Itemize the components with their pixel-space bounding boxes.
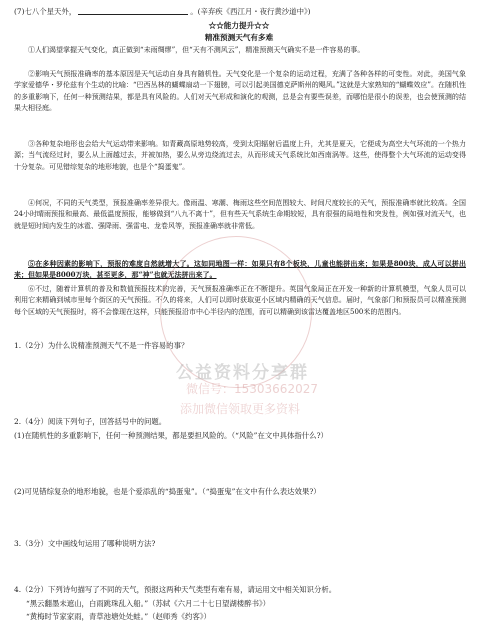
article-paragraph-6: ⑥不过，随着计算机的普及和数值预报技术的完善，天气预报准确率正在不断提升。英国气象局正在开发一种新的计算机模型，气象人员可以利用它来精确到城市里每个街区的天气预报。不久的将来，人们可以即时获取更小区域内精确的天气信息。届时，气象部门和预报员可以精准预测每个区域的天气预报时，将不会像现在这样，只能预报沿市中心半径内的范围，而可以精确到该雷达覆盖地区500米的范围内。 [14, 285, 466, 316]
question-1: 1.（2分）为什么说精准预测天气不是一件容易的事？ [14, 341, 189, 350]
watermark-add: 添加微信领取更多资料 [180, 402, 301, 416]
article-paragraph-1: ①人们渴望掌握天气变化，真正做到“未雨绸缪”，但“天有不测风云”，精准预测天气确实不是一件容易的事。 [28, 46, 365, 54]
question-3: 3.（3分）文中画线句运用了哪种说明方法? [14, 539, 156, 548]
question-4: 4.（2分）下列诗句描写了不同的天气，预报这两种天气类型有难有易，请运用文中相关知识分析。 [14, 585, 337, 594]
section-title: ☆☆能力提升☆☆ [208, 21, 270, 30]
article-title: 精准预测天气有多难 [204, 33, 274, 42]
article-paragraph-3: ③各种复杂地形也会给大气运动带来影响。如青藏高原地势较高，受到太阳辐射后温度上升，尤其是夏天，它便成为高空大气环流的一个热力源；当气流经过时，要么从上面越过去，并被加热，要么从旁边绕流过去，从而形成天气系统比如西南涡等。这些，使得整个大气环流的运动变得十分复杂。可见错综复杂的地形地貌，也是个“捣蛋鬼”。 [14, 140, 466, 171]
poem-fill-question [14, 6, 466, 17]
article-paragraph-4: ④何况，不同的天气类型，预报准确率差异很大。像雨温、寒潮、梅雨这些空间范围较大、时间尺度较长的天气，预报准确率就比较高。全国24小时晴雨预报和最高、最低温度预报，能够做到“八九不离十”，但有些天气系统生命期较短，具有很强的局地性和突发性，例如强对流天气，也就是短时间内发生的冰雹、强降雨、强雷电、龙卷风等，预报准确率就非常低。 [14, 199, 466, 230]
poem-quote-1: “黑云翻墨未遮山，白雨跳珠乱入船。”（苏轼《六月二十七日望湖楼醉书》） [26, 599, 271, 608]
article-paragraph-2: ②影响天气预报准确率的基本原因是天气运动自身具有随机性。天气变化是一个复杂的运动过程，充满了各种各样的可变性。对此，美国气象学家爱德华・罗伦兹有个生动的比喻：“巴西丛林的蝴蝶扇动一下翅膀，可以引起美国德克萨斯州的飓风。”这就是大家熟知的“蝴蝶效应”。在随机性的多重影响下，任何一种预测结果，都是具有风险的。人们对天气形成和演化的观测，总是会有要些误差，而哪怕是很小的误差，也会使预测的结果大相径庭。 [14, 70, 466, 113]
answer-blank[interactable] [78, 6, 188, 15]
watermark-main: 公益资料分享群 [176, 363, 309, 383]
watermark-wechat: 微信号：15303662027 [186, 382, 318, 396]
poem-fill-left: (7)七八个星天外， [14, 7, 77, 16]
article-paragraph-5-underlined: ⑤在多种因素的影响下，预报的难度自然就增大了。这如同地图一样：如果只有8个板块，儿童也能拼出来；如果是800块，成人可以拼出来；但如果是8000万块，甚至更多，那“神”也就无法拼出来了。 [14, 259, 466, 280]
poem-fill-right: 。(辛弃疾《西江月・夜行黄沙道中》) [190, 7, 311, 16]
question-2-part-1: (1)在随机性的多重影响下，任何一种预测结果，都是要担风险的。（“风险”在文中具体指什么?） [14, 431, 328, 440]
question-2: 2.（4分）阅读下列句子，回答括号中的问题。 [14, 417, 167, 426]
poem-quote-2: “黄梅时节家家雨，青草池塘处处蛙。”（赵师秀《约客》） [26, 612, 211, 621]
question-2-part-2: (2)可见错综复杂的地形地貌，也是个爱添乱的“捣蛋鬼”。（“捣蛋鬼”在文中有什么表达效果?） [14, 487, 321, 496]
